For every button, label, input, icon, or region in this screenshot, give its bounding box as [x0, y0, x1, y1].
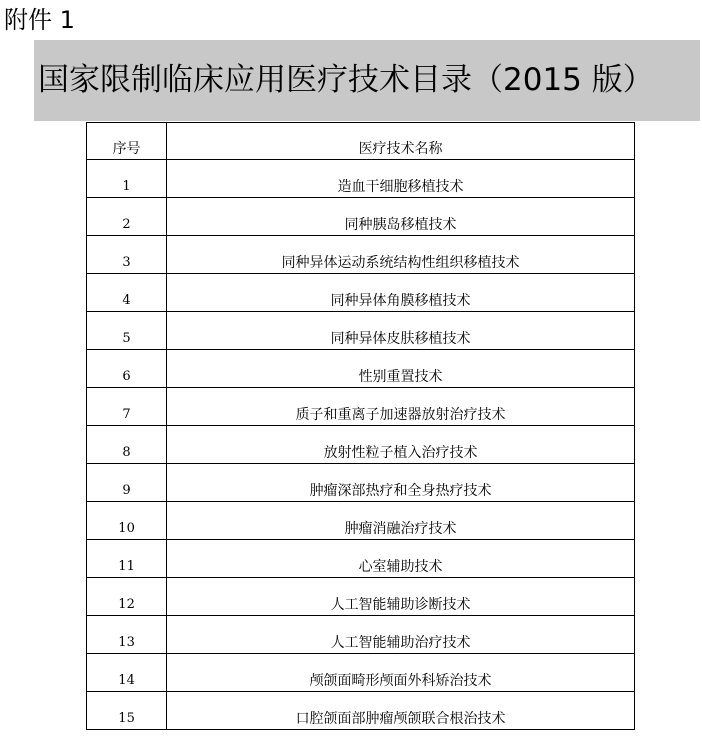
- row-number-cell: [87, 578, 167, 616]
- header-name-label: 医疗技术名称: [358, 141, 443, 157]
- table-row: [87, 692, 635, 730]
- header-name: [167, 123, 635, 160]
- row-name-cell: [167, 274, 635, 312]
- table-row: [87, 388, 635, 426]
- row-name-cell: [167, 654, 635, 692]
- row-number-cell: [87, 616, 167, 654]
- table-row: [87, 198, 635, 236]
- row-number-cell: [87, 350, 167, 388]
- row-number-cell: [87, 502, 167, 540]
- header-number-label: 序号: [112, 141, 141, 157]
- row-name: 放射性粒子植入治疗技术: [323, 445, 478, 461]
- row-name-cell: [167, 464, 635, 502]
- row-name-cell: [167, 198, 635, 236]
- row-number-cell: [87, 540, 167, 578]
- technology-catalog-table: [86, 122, 635, 730]
- attachment-label: 附件 1: [4, 6, 75, 34]
- table-row: [87, 312, 635, 350]
- row-name: 颅颌面畸形颅面外科矫治技术: [309, 673, 492, 689]
- row-number: 13: [118, 635, 135, 650]
- row-number-cell: [87, 654, 167, 692]
- row-name-cell: [167, 692, 635, 730]
- row-name: 性别重置技术: [358, 369, 443, 385]
- table-row: [87, 464, 635, 502]
- table-row: [87, 540, 635, 578]
- row-number-cell: [87, 312, 167, 350]
- table-row: [87, 616, 635, 654]
- row-name-cell: [167, 312, 635, 350]
- row-number: 1: [122, 179, 131, 194]
- row-name: 造血干细胞移植技术: [337, 179, 464, 195]
- row-number: 9: [122, 483, 131, 498]
- table-row: [87, 578, 635, 616]
- row-name-cell: [167, 578, 635, 616]
- row-number-cell: [87, 160, 167, 198]
- row-name-cell: [167, 236, 635, 274]
- row-number-cell: [87, 426, 167, 464]
- row-number-cell: [87, 236, 167, 274]
- row-name: 口腔颌面部肿瘤颅颌联合根治技术: [295, 711, 506, 727]
- table-header-row: [87, 123, 635, 160]
- row-number: 11: [118, 559, 135, 574]
- table-row: [87, 426, 635, 464]
- row-name: 同种异体角膜移植技术: [330, 293, 471, 309]
- row-number-cell: [87, 388, 167, 426]
- row-name-cell: [167, 540, 635, 578]
- row-number: 14: [118, 673, 135, 688]
- row-number: 7: [122, 407, 131, 422]
- table-row: [87, 350, 635, 388]
- row-number: 6: [122, 369, 131, 384]
- row-name-cell: [167, 160, 635, 198]
- row-number-cell: [87, 274, 167, 312]
- header-number: [87, 123, 167, 160]
- row-name: 人工智能辅助诊断技术: [330, 597, 471, 613]
- row-number: 3: [122, 255, 131, 270]
- row-number: 10: [118, 521, 135, 536]
- row-name-cell: [167, 350, 635, 388]
- row-name-cell: [167, 388, 635, 426]
- row-number-cell: [87, 692, 167, 730]
- title-banner: [34, 40, 700, 121]
- table-row: [87, 236, 635, 274]
- document-title: 国家限制临床应用医疗技术目录（2015 版）: [38, 62, 654, 98]
- row-name: 同种胰岛移植技术: [344, 217, 457, 233]
- row-name: 质子和重离子加速器放射治疗技术: [295, 407, 506, 423]
- row-number: 5: [122, 331, 131, 346]
- row-number: 8: [122, 445, 131, 460]
- row-number: 12: [118, 597, 135, 612]
- row-name: 人工智能辅助治疗技术: [330, 635, 471, 651]
- row-name: 同种异体运动系统结构性组织移植技术: [281, 255, 520, 271]
- row-name-cell: [167, 502, 635, 540]
- row-name: 肿瘤消融治疗技术: [344, 521, 457, 537]
- row-number: 2: [122, 217, 131, 232]
- table-row: [87, 160, 635, 198]
- row-number-cell: [87, 198, 167, 236]
- row-name-cell: [167, 616, 635, 654]
- table-row: [87, 502, 635, 540]
- row-name-cell: [167, 426, 635, 464]
- table-row: [87, 274, 635, 312]
- row-name: 心室辅助技术: [358, 559, 443, 575]
- row-number-cell: [87, 464, 167, 502]
- row-name: 肿瘤深部热疗和全身热疗技术: [309, 483, 492, 499]
- table-row: [87, 654, 635, 692]
- row-number: 4: [122, 293, 131, 308]
- row-number: 15: [118, 711, 135, 726]
- row-name: 同种异体皮肤移植技术: [330, 331, 471, 347]
